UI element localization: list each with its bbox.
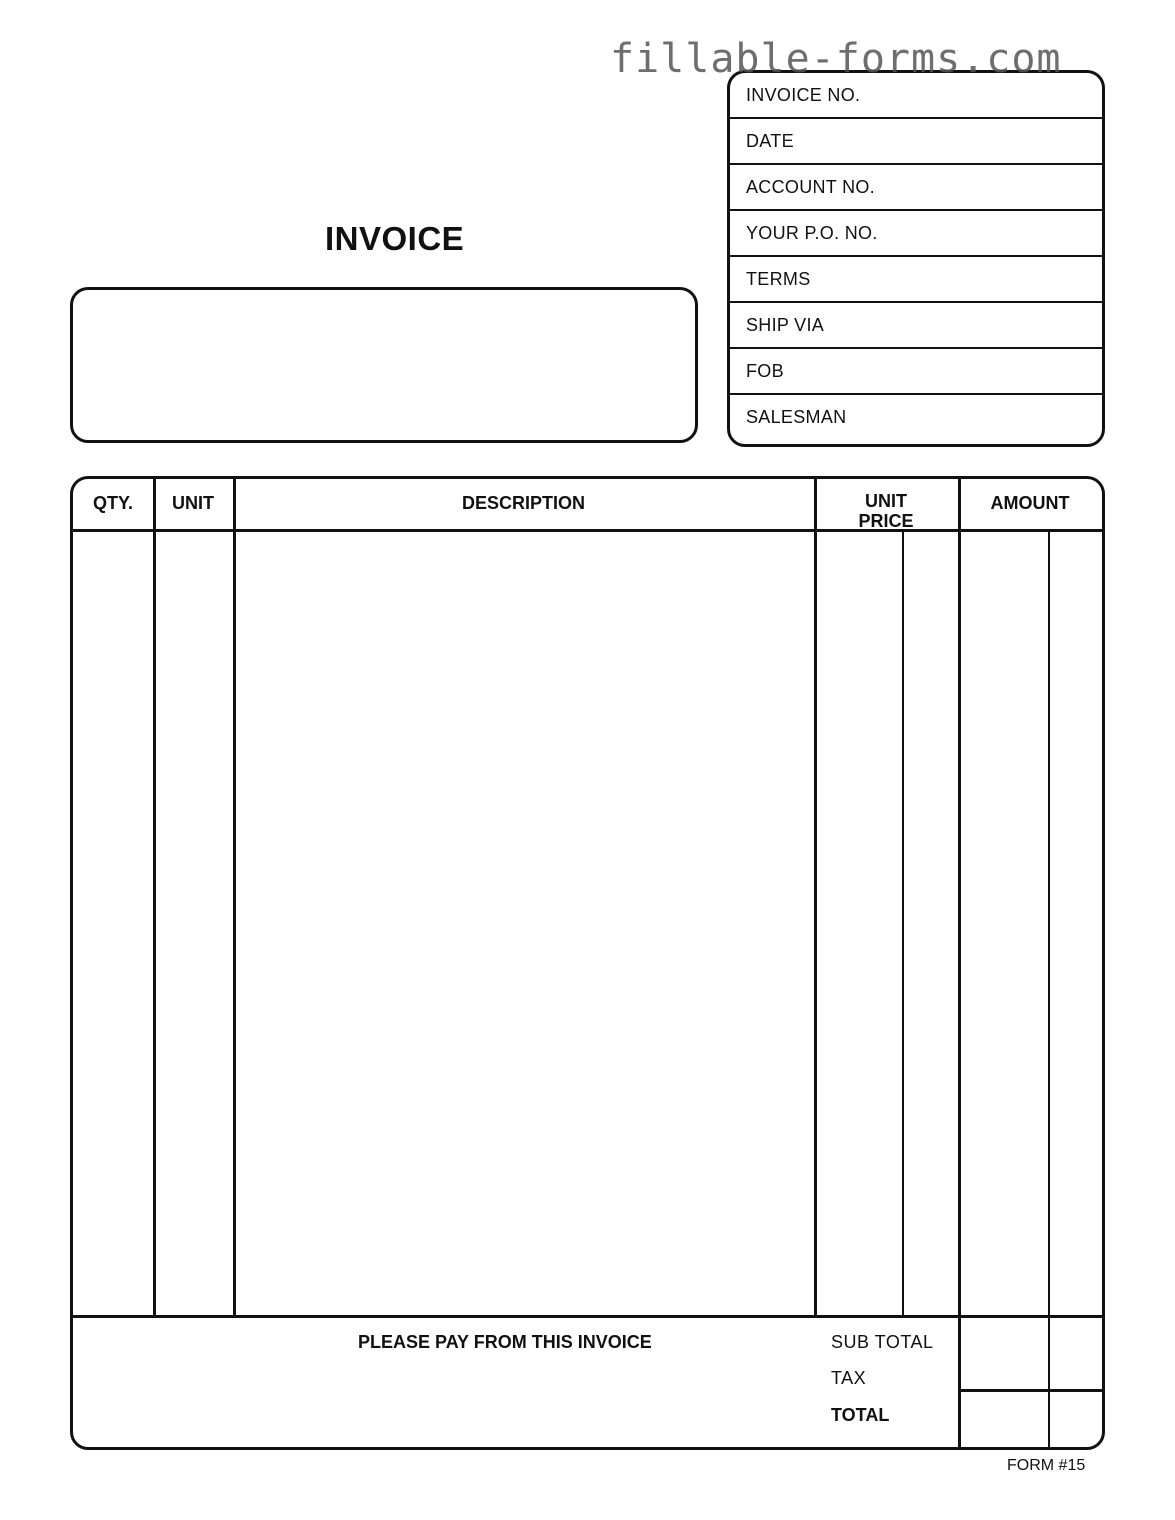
po-no-field[interactable] — [730, 211, 1102, 257]
total-input[interactable] — [961, 1392, 1102, 1447]
qty-header: QTY. — [92, 493, 133, 513]
terms-field[interactable] — [730, 257, 1102, 303]
field-label: INVOICE NO. — [746, 85, 861, 105]
description-column-input[interactable] — [236, 532, 814, 1315]
field-label: SALESMAN — [746, 407, 847, 427]
ship-via-field[interactable] — [730, 303, 1102, 349]
total-label: TOTAL — [831, 1405, 890, 1425]
form-number: FORM #15 — [1007, 1457, 1086, 1474]
unit-price-header — [814, 491, 958, 531]
watermark-text: fillable-forms.com — [610, 36, 1062, 82]
field-label: SHIP VIA — [746, 315, 825, 335]
unit-price-header-line2: PRICE — [858, 511, 914, 531]
invoice-details-box — [727, 70, 1105, 447]
field-label: ACCOUNT NO. — [746, 177, 875, 197]
subtotal-tax-input[interactable] — [961, 1318, 1102, 1389]
unit-price-column-input[interactable] — [817, 532, 958, 1315]
qty-column-input[interactable] — [76, 532, 153, 1315]
date-field[interactable] — [730, 119, 1102, 165]
amount-column-input[interactable] — [961, 532, 1102, 1315]
field-label: FOB — [746, 361, 784, 381]
unit-price-header-line1: UNIT — [865, 491, 907, 511]
fob-field[interactable] — [730, 349, 1102, 395]
unit-column-input[interactable] — [156, 532, 233, 1315]
pay-note: PLEASE PAY FROM THIS INVOICE — [358, 1332, 652, 1352]
unit-header: UNIT — [172, 493, 214, 513]
page-title: INVOICE — [325, 220, 465, 257]
subtotal-label: SUB TOTAL — [831, 1332, 934, 1352]
salesman-field[interactable] — [730, 395, 1102, 441]
tax-label: TAX — [831, 1368, 867, 1388]
description-header: DESCRIPTION — [461, 493, 585, 513]
address-field[interactable] — [70, 287, 698, 443]
body-divider — [73, 1315, 1102, 1318]
amount-header: AMOUNT — [990, 493, 1070, 513]
line-items-table — [70, 476, 1105, 1450]
account-no-field[interactable] — [730, 165, 1102, 211]
field-label: YOUR P.O. NO. — [746, 223, 878, 243]
field-label: TERMS — [746, 269, 811, 289]
field-label: DATE — [746, 131, 794, 151]
